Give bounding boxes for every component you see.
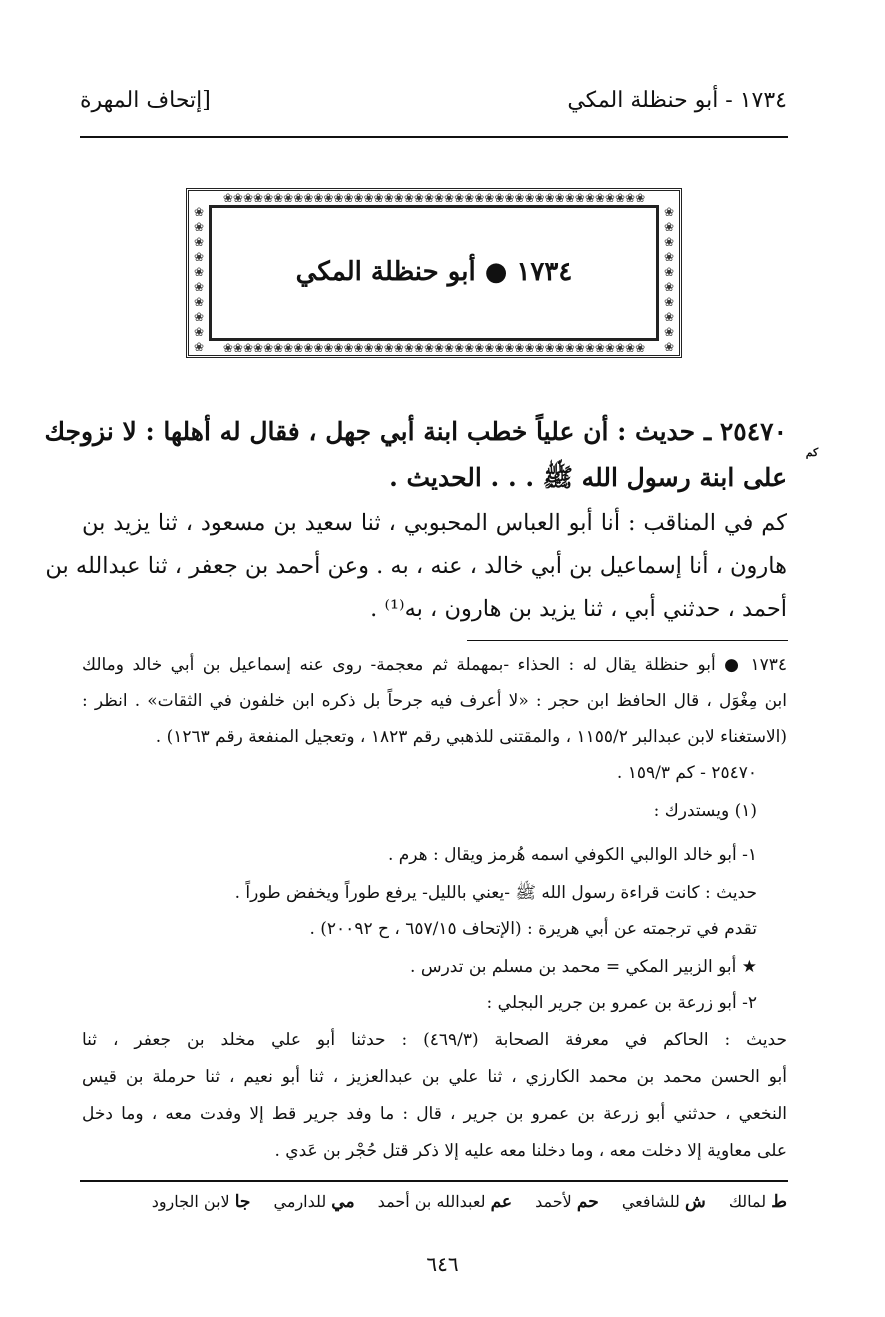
footnote-line: النخعي ، حدثني أبو زرعة بن عمرو بن جرير ، قال : ما وفد جرير قط إلا وفدت معه ، وما دخل [82, 1104, 787, 1124]
legend-item: جا لابن الجارود [151, 1192, 251, 1212]
legend-item: مي للدارمي [273, 1192, 355, 1212]
source-abbreviation: كم [805, 446, 819, 459]
header-rule [80, 136, 788, 138]
legend-item: ط لمالك [728, 1192, 787, 1212]
footnote-line: ١٧٣٤ ● أبو حنظلة يقال له : الحذاء -بمهملة ثم معجمة- روى عنه إسماعيل بن أبي خالد ومالك [82, 655, 787, 675]
chapter-title: ١٧٣٤ ● أبو حنظلة المكي [295, 257, 573, 287]
footnote-line: ٢٥٤٧٠ - كم ١٥٩/٣ . [616, 763, 757, 783]
legend-item: حم لأحمد [535, 1192, 599, 1212]
footnote-line: تقدم في ترجمته عن أبي هريرة : (الإتحاف ٦٥٧/١٥ ، ح ٢٠٠٩٢) . [309, 919, 757, 939]
footnote-rule [467, 640, 788, 641]
footnote-line: ★ أبو الزبير المكي = محمد بن مسلم بن تدرس . [410, 957, 757, 977]
footnote-line: أبو الحسن محمد بن محمد الكارزي ، ثنا علي بن عبدالعزيز ، ثنا أبو نعيم ، ثنا حرملة بن قيس [82, 1067, 787, 1087]
body-text-line: أحمد ، حدثني أبي ، ثنا يزيد بن هارون ، به⁽¹⁾ . [370, 596, 787, 622]
ornamental-frame [186, 188, 682, 358]
hadith-heading-continued: على ابنة رسول الله ﷺ . . . الحديث . [389, 463, 787, 492]
legend-rule [80, 1180, 788, 1182]
body-text-line: هارون ، أنا إسماعيل بن أبي خالد ، عنه ، به . وعن أحمد بن جعفر ، ثنا عبدالله بن [45, 553, 787, 579]
ornament-border-icon: ❀❀❀❀❀❀❀❀❀❀❀❀❀❀❀❀❀❀❀❀❀❀❀❀❀❀❀❀❀❀❀❀❀❀❀❀❀❀❀❀❀❀ [222, 341, 646, 355]
legend-item: ش للشافعي [621, 1192, 706, 1212]
footnote-line: (الاستغناء لابن عبدالبر ١١٥٥/٢ ، والمقتنى للذهبي رقم ١٨٢٣ ، وتعجيل المنفعة رقم ١٢٦٣) . [155, 727, 787, 747]
ornament-border-icon: ❀ ❀ ❀ ❀ ❀ ❀ ❀ ❀ ❀ ❀ [193, 205, 205, 354]
footnote-line: ١- أبو خالد الوالبي الكوفي اسمه هُرمز ويقال : هرم . [387, 845, 757, 865]
footnote-line: حديث : كانت قراءة رسول الله ﷺ -يعني بالليل- يرفع طوراً ويخفض طوراً . [234, 883, 757, 903]
page-number: ٦٤٦ [426, 1252, 459, 1276]
running-header-book: [إتحاف المهرة [80, 88, 211, 113]
footnote-line: حديث : الحاكم في معرفة الصحابة (٤٦٩/٣) : حدثنا أبو علي مخلد بن جعفر ، ثنا [82, 1030, 787, 1050]
legend-item: عم لعبدالله بن أحمد [377, 1192, 513, 1212]
body-text-line: كم في المناقب : أنا أبو العباس المحبوبي ، ثنا سعيد بن مسعود ، ثنا يزيد بن [82, 510, 787, 536]
footnote-line: على معاوية إلا دخلت معه ، وما دخلنا معه عليه إلا ذكر قتل حُجْر بن عَدي . [274, 1141, 787, 1161]
ornament-border-icon: ❀❀❀❀❀❀❀❀❀❀❀❀❀❀❀❀❀❀❀❀❀❀❀❀❀❀❀❀❀❀❀❀❀❀❀❀❀❀❀❀❀❀ [222, 191, 646, 205]
abbreviation-legend [134, 1192, 787, 1212]
hadith-heading: ٢٥٤٧٠ ـ حديث : أن علياً خطب ابنة أبي جهل ، فقال له أهلها : لا نزوجك [44, 417, 787, 446]
footnote-line: ابن مِغْوَل ، قال الحافظ ابن حجر : «لا أعرف فيه جرحاً بل ذكره ابن خلفون في الثقات» . انظر : [82, 691, 787, 711]
footnote-line: (١) ويستدرك : [653, 801, 757, 821]
running-header-title: ١٧٣٤ - أبو حنظلة المكي [567, 88, 787, 113]
ornament-border-icon: ❀ ❀ ❀ ❀ ❀ ❀ ❀ ❀ ❀ ❀ [663, 205, 675, 354]
footnote-line: ٢- أبو زرعة بن عمرو بن جرير البجلي : [486, 993, 757, 1013]
